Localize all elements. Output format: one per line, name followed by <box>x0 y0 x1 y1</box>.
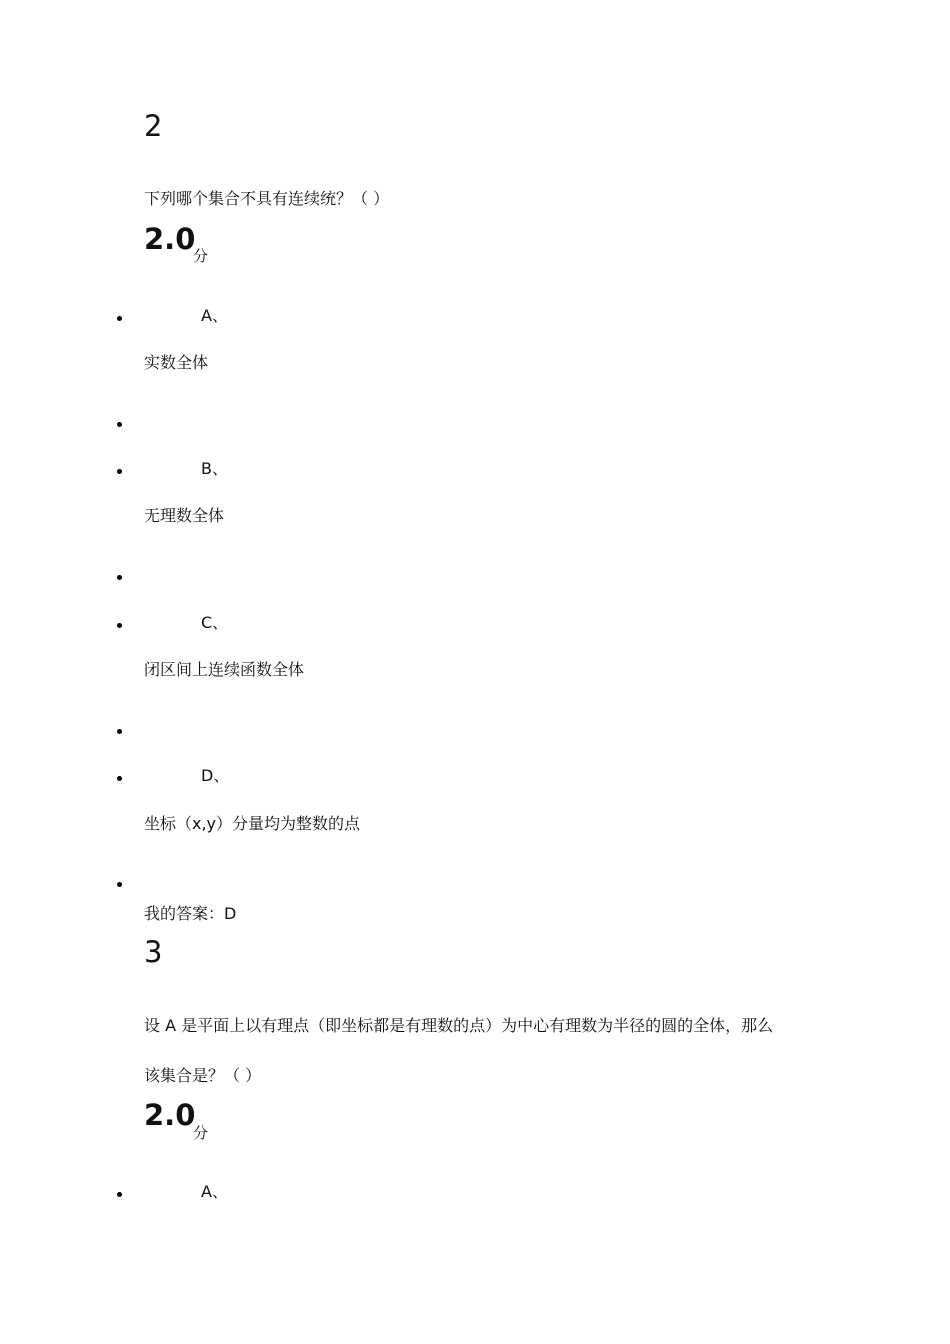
my-answer: 我的答案：D <box>144 904 237 923</box>
option-d-text[interactable]: 坐标（x,y）分量均为整数的点 <box>144 814 361 833</box>
list-bullet <box>117 469 122 474</box>
option-a-label[interactable]: A、 <box>201 1182 228 1201</box>
list-bullet <box>117 575 122 580</box>
option-b-text[interactable]: 无理数全体 <box>144 506 225 525</box>
question-score: 2.0 <box>144 222 196 256</box>
question-text-line2: 该集合是？（ ） <box>144 1066 262 1085</box>
option-c-label[interactable]: C、 <box>201 613 229 632</box>
score-unit: 分 <box>193 247 209 265</box>
list-bullet <box>117 422 122 427</box>
list-bullet <box>117 316 122 321</box>
list-bullet <box>117 1192 122 1197</box>
option-a-label[interactable]: A、 <box>201 306 228 325</box>
list-bullet <box>117 729 122 734</box>
option-d-label[interactable]: D、 <box>201 766 230 785</box>
question-number: 3 <box>144 935 163 969</box>
list-bullet <box>117 623 122 628</box>
score-unit: 分 <box>193 1124 209 1142</box>
list-bullet <box>117 882 122 887</box>
option-b-label[interactable]: B、 <box>201 459 228 478</box>
list-bullet <box>117 776 122 781</box>
option-c-text[interactable]: 闭区间上连续函数全体 <box>144 660 305 679</box>
question-text-line1: 设 A 是平面上以有理点（即坐标都是有理数的点）为中心有理数为半径的圆的全体，那么 <box>144 1016 774 1035</box>
question-text: 下列哪个集合不具有连续统？（ ） <box>144 189 390 208</box>
question-score: 2.0 <box>144 1098 196 1132</box>
option-a-text[interactable]: 实数全体 <box>144 353 209 372</box>
question-number: 2 <box>144 109 163 143</box>
